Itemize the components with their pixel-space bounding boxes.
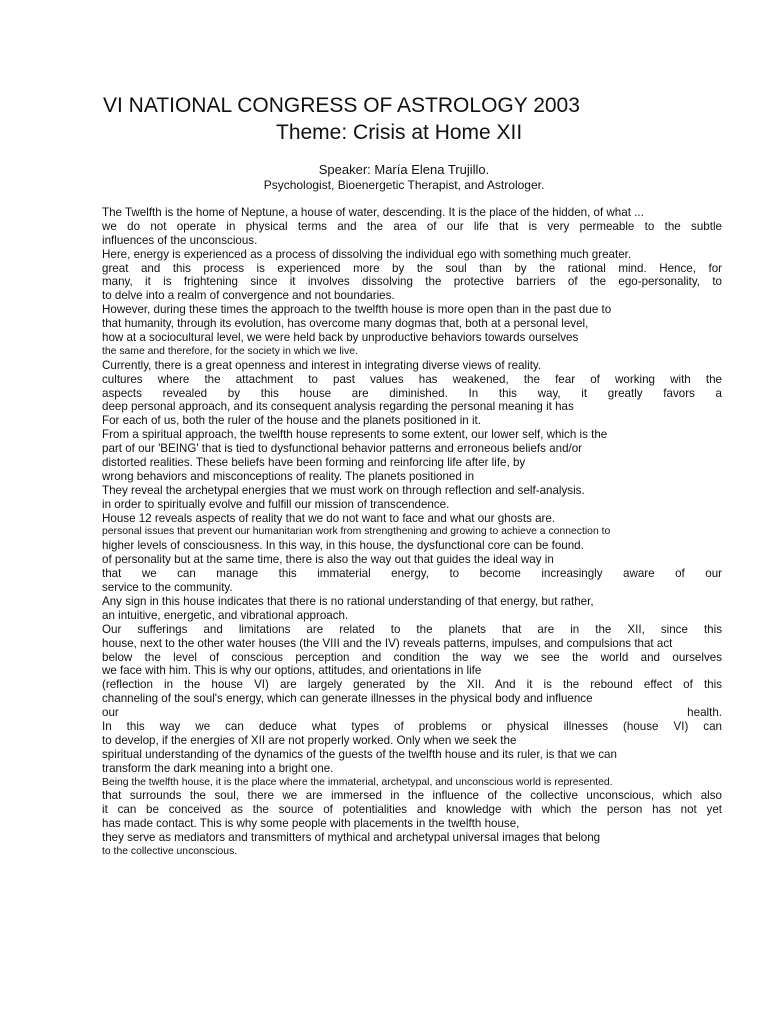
body-line: Here, energy is experienced as a process of dissolving the individual ego with something much greater. [102, 247, 632, 261]
body-line: Our sufferings and limitations are related to the planets that are in the XII, since this [102, 622, 722, 636]
body-line: of personality but at the same time, there is also the way out that guides the ideal way in [102, 553, 554, 567]
body-line: higher levels of consciousness. In this way, in this house, the dysfunctional core can be found. [102, 539, 584, 553]
body-line: has made contact. This is why some people with placements in the twelfth house, [102, 817, 520, 831]
body-line: part of our 'BEING' that is tied to dysfunctional behavior patterns and erroneous beliefs and/or [102, 442, 583, 456]
body-line: They reveal the archetypal energies that we must work on through reflection and self-analysis. [102, 483, 585, 497]
body-line: great and this process is experienced more by the soul than by the rational mind. Hence, for [102, 261, 722, 275]
body-line: to develop, if the energies of XII are not properly worked. Only when we seek the [102, 733, 517, 747]
body-line: that we can manage this immaterial energy, to become increasingly aware of our [102, 567, 722, 581]
body-line: that surrounds the soul, there we are immersed in the influence of the collective unconscious, which also [102, 789, 722, 803]
speaker-line: Speaker: María Elena Trujillo. [318, 162, 490, 177]
body-line: channeling of the soul's energy, which can generate illnesses in the physical body and influence [102, 692, 593, 706]
body-line: cultures where the attachment to past values has weakened, the fear of working with the [102, 372, 722, 386]
document-title: VI NATIONAL CONGRESS OF ASTROLOGY 2003 [103, 94, 580, 117]
body-line: below the level of conscious perception and condition the way we see the world and ourselves [102, 650, 722, 664]
body-line: in order to spiritually evolve and fulfill our mission of transcendence. [102, 497, 450, 511]
body-line: From a spiritual approach, the twelfth house represents to some extent, our lower self, which is the [102, 428, 608, 442]
body-line: Being the twelfth house, it is the place where the immaterial, archetypal, and unconscious world is represented. [102, 776, 613, 788]
body-line: to the collective unconscious. [102, 845, 238, 857]
body-line: that humanity, through its evolution, has overcome many dogmas that, both at a personal level, [102, 317, 589, 331]
body-line: transform the dark meaning into a bright one. [102, 761, 334, 775]
body-line: influences of the unconscious. [102, 233, 258, 247]
body-line: house, next to the other water houses (the VIII and the IV) reveals patterns, impulses, and compulsions that act [102, 636, 673, 650]
body-line: aspects revealed by this house are diminished. In this way, it greatly favors a [102, 386, 722, 400]
speaker-credentials: Psychologist, Bioenergetic Therapist, and Astrologer. [263, 178, 545, 192]
body-line: For each of us, both the ruler of the house and the planets positioned in it. [102, 414, 481, 428]
body-line: an intuitive, energetic, and vibrational approach. [102, 608, 349, 622]
body-line: Any sign in this house indicates that there is no rational understanding of that energy, but rather, [102, 594, 594, 608]
body-line: service to the community. [102, 581, 233, 595]
body-line: In this way we can deduce what types of problems or physical illnesses (house VI) can [102, 719, 722, 733]
body-line: Currently, there is a great openness and interest in integrating diverse views of reality. [102, 358, 542, 372]
body-line: the same and therefore, for the society in which we live. [102, 345, 358, 357]
body-line: deep personal approach, and its consequent analysis regarding the personal meaning it has [102, 400, 574, 414]
body-line: to delve into a realm of convergence and not boundaries. [102, 289, 395, 303]
body-line: many, it is frightening since it involves dissolving the protective barriers of the ego-personality, to [102, 275, 722, 289]
body-line: The Twelfth is the home of Neptune, a house of water, descending. It is the place of the hidden, of what ... [102, 206, 644, 219]
body-line: House 12 reveals aspects of reality that we do not want to face and what our ghosts are. [102, 511, 556, 525]
body-line: personal issues that prevent our humanitarian work from strengthening and growing to achieve a connection to [102, 526, 611, 538]
body-line: it can be conceived as the source of potentialities and knowledge with which the person has not yet [102, 803, 722, 817]
body-line: our health. [102, 706, 722, 720]
body-line: However, during these times the approach to the twelfth house is more open than in the past due to [102, 303, 612, 317]
body-line: we do not operate in physical terms and the area of our life that is very permeable to the subtle [102, 219, 722, 233]
body-text [102, 206, 722, 859]
body-line: (reflection in the house VI) are largely generated by the XII. And it is the rebound effect of this [102, 678, 722, 692]
body-line: how at a sociocultural level, we were held back by unproductive behaviors towards ourselves [102, 331, 579, 345]
document-theme: Theme: Crisis at Home XII [276, 121, 523, 144]
body-line: we face with him. This is why our options, attitudes, and orientations in life [102, 664, 482, 678]
body-line: they serve as mediators and transmitters of mythical and archetypal universal images that belong [102, 831, 601, 845]
body-line: spiritual understanding of the dynamics of the guests of the twelfth house and its ruler, is that we can [102, 747, 617, 761]
body-line: wrong behaviors and misconceptions of reality. The planets positioned in [102, 469, 475, 483]
body-line: distorted realities. These beliefs have been forming and reinforcing life after life, by [102, 456, 526, 470]
